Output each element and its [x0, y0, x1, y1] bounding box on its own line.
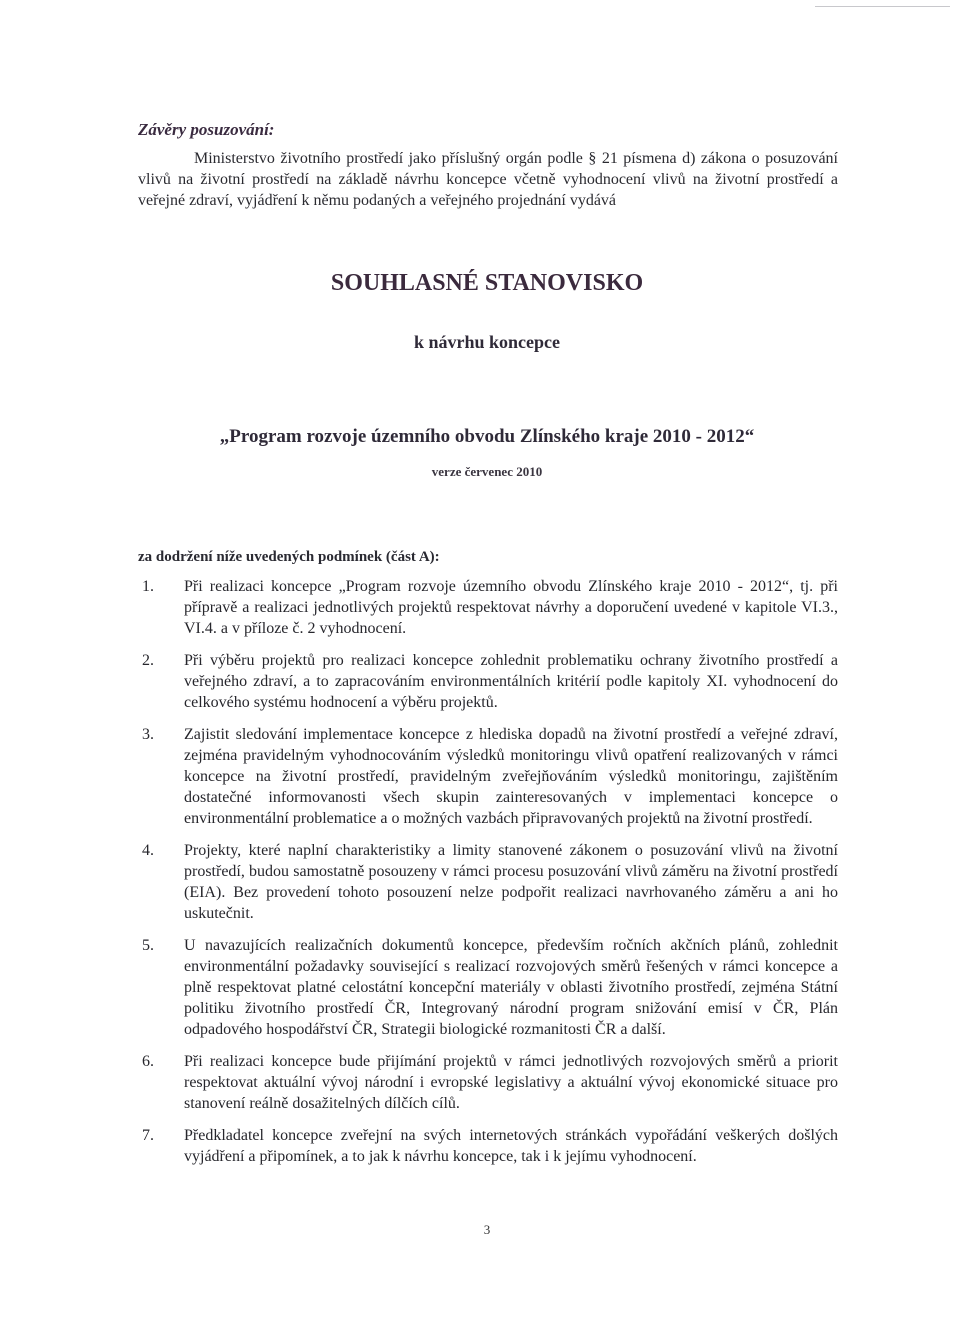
condition-number: 6. [142, 1053, 154, 1070]
statement-title: SOUHLASNÉ STANOVISKO [330, 270, 644, 296]
condition-number: 2. [142, 652, 154, 669]
intro-text: Ministerstvo životního prostředí jako příslušný orgán podle § 21 písmena d) zákona o posuzování vlivů na životní prostředí na základě návrhu koncepce včetně vyhodnocení vlivů na životní prostředí a veřejné zdraví, vyjádření k němu podaných a veřejného projednání vydává [138, 150, 838, 209]
conditions-list [138, 576, 838, 1178]
condition-item [138, 1125, 838, 1167]
condition-text: Při realizaci koncepce bude přijímání projektů v rámci jednotlivých rozvojových směrů a priorit respektovat aktuální vývoj národní i evropské legislativy a aktuální vývoj ekonomické situace pro stanovení reálně dosažitelných dílčích cílů. [184, 1053, 838, 1112]
intro-paragraph [138, 148, 838, 211]
condition-text: U navazujících realizačních dokumentů koncepce, především ročních akčních plánů, zohlednit environmentální požadavky související s realizací rozvojových směrů řešených v rámci koncepce a plně respektovat platné celostátní koncepční materiály v oblasti životního prostředí, zejména Státní politiku životního prostředí ČR, Integrovaný národní program snižování emisí v ČR, Plán odpadového hospodářství ČR, Strategii biologické rozmanitosti ČR a další. [184, 937, 838, 1038]
condition-item [138, 724, 838, 829]
section-heading: Závěry posuzování: [138, 120, 275, 139]
statement-subtitle: k návrhu koncepce [413, 332, 561, 352]
scan-edge-line [815, 6, 950, 7]
conditions-heading: za dodržení níže uvedených podmínek (část A): [138, 549, 440, 565]
condition-text: Předkladatel koncepce zveřejní na svých internetových stránkách vypořádání veškerých došlých vyjádření a připomínek, a to jak k návrhu koncepce, tak i k jejímu vyhodnocení. [184, 1127, 838, 1165]
program-name: „Program rozvoje územního obvodu Zlínského kraje 2010 - 2012“ [219, 426, 755, 447]
condition-number: 7. [142, 1127, 154, 1144]
condition-item [138, 650, 838, 713]
condition-item [138, 1051, 838, 1114]
condition-text: Projekty, které naplní charakteristiky a limity stanovené zákonem o posuzování vlivů na životní prostředí, budou samostatně posouzeny v rámci procesu posuzování vlivů záměru na životní prostředí (EIA). Bez provedení tohoto posouzení nelze podpořit realizaci navrhovaného záměru a ani ho uskutečnit. [184, 842, 838, 922]
condition-item [138, 840, 838, 924]
condition-item [138, 935, 838, 1040]
condition-text: Při výběru projektů pro realizaci koncepce zohlednit problematiku ochrany životního prostředí a veřejného zdraví, a to zapracováním environmentálních kritérií podle kapitoly XI. vyhodnocení do celkového systému hodnocení a výběru projektů. [184, 652, 838, 711]
condition-text: Při realizaci koncepce „Program rozvoje územního obvodu Zlínského kraje 2010 - 2012“, tj. při přípravě a realizaci jednotlivých projektů respektovat návrhy a doporučení uvedené v kapitole VI.3., VI.4. a v příloze č. 2 vyhodnocení. [184, 578, 838, 637]
condition-text: Zajistit sledování implementace koncepce z hlediska dopadů na životní prostředí a veřejné zdraví, zejména pravidelným vyhodnocováním výsledků monitoringu vlivů opatření realizovaných v rámci koncepce na životní prostředí, pravidelným zveřejňováním výsledků monitoringu, zajištěním dostatečné informovanosti všech skupin zainteresovaných v implementaci koncepce o environmentální problematice a o možných vazbách připravovaných projektů na životní prostředí. [184, 726, 838, 827]
condition-number: 3. [142, 726, 154, 743]
version-label: verze červenec 2010 [431, 464, 543, 479]
page-number: 3 [483, 1222, 491, 1237]
condition-number: 1. [142, 578, 154, 595]
condition-item [138, 576, 838, 639]
condition-number: 5. [142, 937, 154, 954]
condition-number: 4. [142, 842, 154, 859]
